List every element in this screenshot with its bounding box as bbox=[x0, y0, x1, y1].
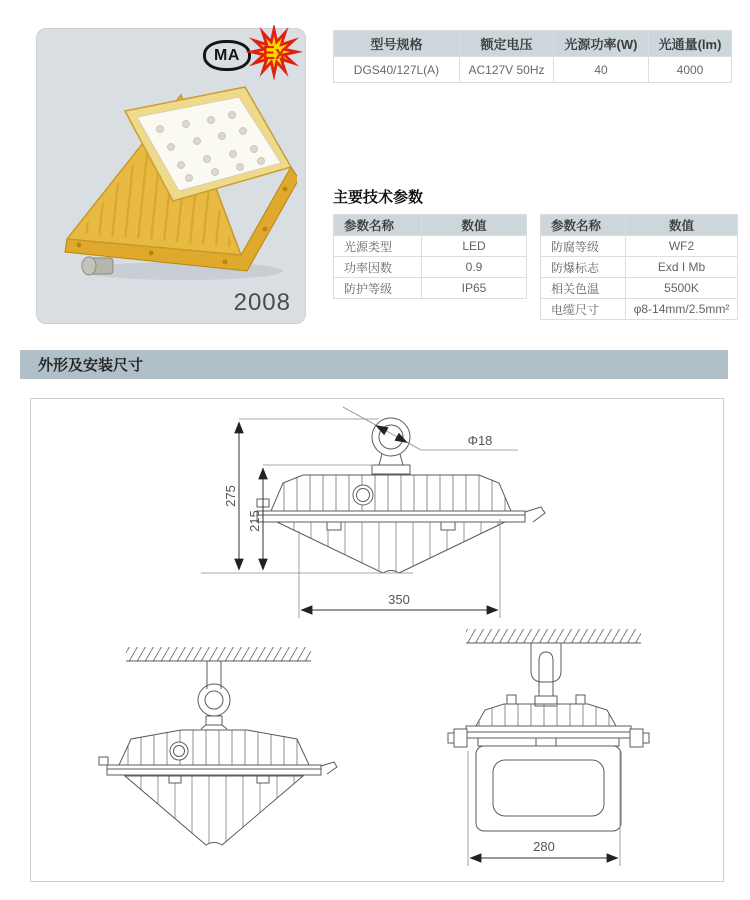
param-header-value: 数值 bbox=[626, 215, 738, 236]
dimension-drawings bbox=[31, 399, 723, 881]
spec-header-flux: 光通量(lm) bbox=[649, 31, 732, 57]
table-header-row bbox=[334, 215, 527, 236]
param-value: IP65 bbox=[422, 278, 527, 299]
dim-width-front: 350 bbox=[388, 592, 410, 607]
param-table-right bbox=[540, 214, 738, 320]
spec-table-header-row bbox=[334, 31, 732, 57]
spec-table-row bbox=[334, 57, 732, 83]
section-header-bar bbox=[20, 350, 728, 379]
model-year-caption: 2008 bbox=[233, 289, 291, 316]
spec-cell-flux: 4000 bbox=[649, 57, 732, 83]
product-photo-panel bbox=[36, 28, 306, 324]
param-value: Exd I Mb bbox=[626, 257, 738, 278]
param-header-value: 数值 bbox=[422, 215, 527, 236]
dimension-drawing-panel bbox=[30, 398, 724, 882]
product-photo bbox=[45, 73, 297, 283]
param-name: 相关色温 bbox=[541, 278, 626, 299]
param-header-name: 参数名称 bbox=[541, 215, 626, 236]
ceiling-mount-front-view bbox=[99, 647, 337, 845]
param-value: LED bbox=[422, 236, 527, 257]
spec-table bbox=[333, 30, 732, 83]
param-name: 功率因数 bbox=[334, 257, 422, 278]
param-value: φ8-14mm/2.5mm² bbox=[626, 299, 738, 320]
param-header-name: 参数名称 bbox=[334, 215, 422, 236]
param-name: 防护等级 bbox=[334, 278, 422, 299]
dim-height-body: 215 bbox=[247, 510, 262, 532]
table-row bbox=[541, 299, 738, 320]
ex-label: Ex bbox=[262, 42, 286, 64]
table-row bbox=[334, 278, 527, 299]
param-name: 防腐等级 bbox=[541, 236, 626, 257]
param-value: 0.9 bbox=[422, 257, 527, 278]
param-value: 5500K bbox=[626, 278, 738, 299]
spec-header-power: 光源功率(W) bbox=[554, 31, 649, 57]
dim-height-overall: 275 bbox=[223, 485, 238, 507]
ex-certification-icon bbox=[243, 25, 305, 83]
spec-cell-power: 40 bbox=[554, 57, 649, 83]
table-row bbox=[541, 236, 738, 257]
table-row bbox=[541, 257, 738, 278]
dim-ring-diameter: Φ18 bbox=[467, 433, 493, 448]
param-name: 防爆标志 bbox=[541, 257, 626, 278]
param-table-left bbox=[333, 214, 527, 299]
param-name: 光源类型 bbox=[334, 236, 422, 257]
spec-cell-voltage: AC127V 50Hz bbox=[460, 57, 554, 83]
ceiling-mount-side-view bbox=[448, 629, 649, 831]
section-title: 外形及安装尺寸 bbox=[38, 357, 144, 374]
table-row bbox=[334, 236, 527, 257]
spec-header-model: 型号规格 bbox=[334, 31, 460, 57]
table-header-row bbox=[541, 215, 738, 236]
dim-width-side: 280 bbox=[533, 839, 555, 854]
table-row bbox=[541, 278, 738, 299]
spec-cell-model: DGS40/127L(A) bbox=[334, 57, 460, 83]
ma-label: MA bbox=[214, 46, 240, 64]
param-value: WF2 bbox=[626, 236, 738, 257]
spec-header-voltage: 额定电压 bbox=[460, 31, 554, 57]
tech-params-title: 主要技术参数 bbox=[333, 189, 424, 206]
param-name: 电缆尺寸 bbox=[541, 299, 626, 320]
table-row bbox=[334, 257, 527, 278]
